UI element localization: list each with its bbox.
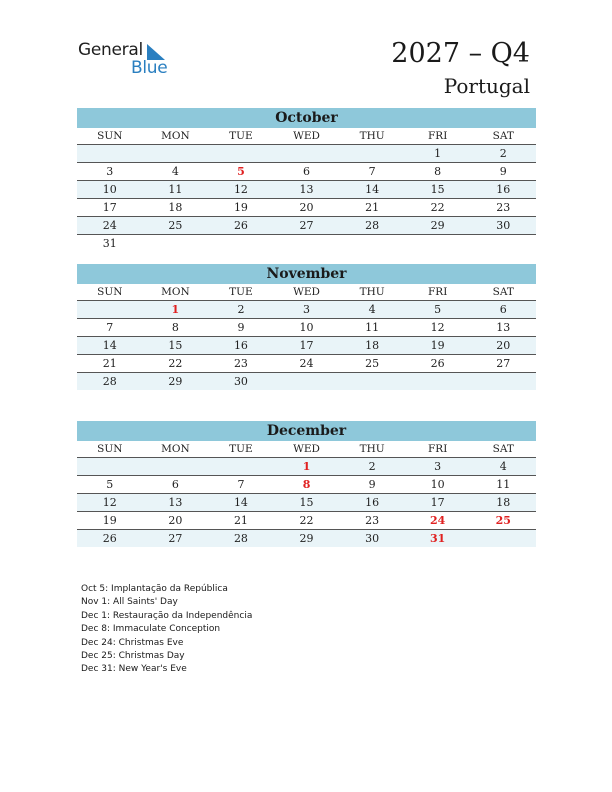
- day-cell: 11: [365, 321, 380, 334]
- week-row: [77, 494, 536, 512]
- weekday-label: TUE: [229, 130, 253, 142]
- day-cell: 12: [430, 321, 445, 334]
- day-cell: 13: [168, 496, 183, 509]
- weekday-label: FRI: [428, 443, 448, 455]
- day-cell: 6: [171, 478, 179, 491]
- weekday-label: FRI: [428, 130, 448, 142]
- weekday-header-row: [77, 128, 536, 145]
- day-cell: 30: [365, 532, 380, 545]
- holiday-note: Dec 25: Christmas Day: [81, 650, 185, 661]
- day-cell: [77, 145, 143, 162]
- day-cell: [143, 235, 209, 252]
- week-row: [77, 458, 536, 476]
- day-cell: 22: [168, 357, 183, 370]
- month-header: October: [77, 108, 536, 128]
- day-cell: 13: [299, 183, 314, 196]
- holiday-day-cell: 1: [171, 303, 180, 316]
- holiday-note: Oct 5: Implantação da República: [81, 584, 228, 594]
- weekday-label: MON: [161, 286, 190, 298]
- day-cell: [208, 145, 274, 162]
- day-cell: 1: [434, 147, 442, 160]
- day-cell: 7: [106, 321, 114, 334]
- day-cell: [274, 235, 340, 252]
- day-cell: 11: [496, 478, 511, 491]
- day-cell: 15: [430, 183, 445, 196]
- logo-text-blue: Blue: [131, 58, 168, 78]
- day-cell: 14: [365, 183, 380, 196]
- weekday-label: SUN: [97, 130, 123, 142]
- week-row: [77, 163, 536, 181]
- day-cell: 13: [496, 321, 511, 334]
- day-cell: 3: [106, 165, 114, 178]
- day-cell: 18: [365, 339, 380, 352]
- weekday-label: WED: [293, 443, 320, 455]
- day-cell: 5: [106, 478, 114, 491]
- day-cell: 24: [299, 357, 314, 370]
- day-cell: 30: [496, 219, 511, 232]
- day-cell: 10: [430, 478, 445, 491]
- day-cell: 10: [299, 321, 314, 334]
- day-cell: 21: [365, 201, 380, 214]
- day-cell: 3: [434, 460, 442, 473]
- weekday-label: THU: [359, 443, 385, 455]
- day-cell: 2: [368, 460, 376, 473]
- day-cell: 31: [102, 237, 117, 250]
- day-cell: 20: [168, 514, 183, 527]
- day-cell: 22: [299, 514, 314, 527]
- day-cell: 8: [434, 165, 442, 178]
- day-cell: 2: [499, 147, 507, 160]
- weekday-label: TUE: [229, 286, 253, 298]
- day-cell: 20: [299, 201, 314, 214]
- day-cell: 17: [102, 201, 117, 214]
- day-cell: 14: [233, 496, 248, 509]
- day-cell: 6: [499, 303, 507, 316]
- logo-text-general: General: [78, 40, 143, 60]
- day-cell: 29: [168, 375, 183, 388]
- month-calendar-december: [77, 421, 536, 547]
- day-cell: [339, 235, 405, 252]
- country-title: Portugal: [443, 74, 530, 98]
- day-cell: 25: [168, 219, 183, 232]
- day-cell: 19: [430, 339, 445, 352]
- day-cell: 16: [233, 339, 248, 352]
- day-cell: [208, 235, 274, 252]
- holiday-day-cell: 1: [302, 460, 311, 473]
- day-cell: 19: [102, 514, 117, 527]
- week-row: [77, 217, 536, 235]
- day-cell: 28: [365, 219, 380, 232]
- day-cell: [77, 458, 143, 475]
- week-row: [77, 530, 536, 547]
- month-calendar-november: [77, 264, 536, 390]
- day-cell: 10: [102, 183, 117, 196]
- day-cell: [405, 235, 471, 252]
- weekday-label: SUN: [97, 286, 123, 298]
- day-cell: 4: [368, 303, 376, 316]
- week-row: [77, 145, 536, 163]
- day-cell: 3: [303, 303, 311, 316]
- week-row: [77, 199, 536, 217]
- day-cell: 27: [168, 532, 183, 545]
- day-cell: 21: [233, 514, 248, 527]
- day-cell: 19: [233, 201, 248, 214]
- day-cell: 28: [233, 532, 248, 545]
- holiday-note: Nov 1: All Saints' Day: [81, 597, 178, 608]
- day-cell: [470, 373, 536, 390]
- day-cell: 18: [168, 201, 183, 214]
- day-cell: [339, 373, 405, 390]
- holiday-note: Dec 24: Christmas Eve: [81, 637, 184, 648]
- day-cell: 27: [496, 357, 511, 370]
- generalblue-logo: [78, 40, 178, 80]
- day-cell: 26: [233, 219, 248, 232]
- day-cell: 6: [303, 165, 311, 178]
- holiday-note: Dec 1: Restauração da Independência: [81, 610, 253, 621]
- day-cell: 29: [299, 532, 314, 545]
- weekday-label: THU: [359, 130, 385, 142]
- holiday-day-cell: 31: [430, 532, 446, 545]
- day-cell: 5: [434, 303, 442, 316]
- day-cell: [339, 145, 405, 162]
- weekday-label: MON: [161, 130, 190, 142]
- day-cell: [143, 458, 209, 475]
- weekday-label: TUE: [229, 443, 253, 455]
- weekday-label: MON: [161, 443, 190, 455]
- holiday-note: Dec 8: Immaculate Conception: [81, 624, 221, 635]
- holiday-note: Dec 31: New Year's Eve: [81, 664, 187, 675]
- day-cell: [77, 301, 143, 318]
- day-cell: [143, 145, 209, 162]
- day-cell: 26: [430, 357, 445, 370]
- day-cell: 17: [430, 496, 445, 509]
- day-cell: 9: [237, 321, 245, 334]
- day-cell: [274, 373, 340, 390]
- holiday-day-cell: 8: [302, 478, 311, 491]
- day-cell: 25: [365, 357, 380, 370]
- day-cell: 16: [496, 183, 511, 196]
- quarter-title: 2027 – Q4: [391, 38, 530, 69]
- day-cell: 16: [365, 496, 380, 509]
- day-cell: 22: [430, 201, 445, 214]
- day-cell: 23: [496, 201, 511, 214]
- weekday-label: WED: [293, 130, 320, 142]
- day-cell: [470, 235, 536, 252]
- day-cell: 12: [102, 496, 117, 509]
- day-cell: 17: [299, 339, 314, 352]
- weekday-label: SUN: [97, 443, 123, 455]
- day-cell: 23: [365, 514, 380, 527]
- holiday-notes: [81, 583, 252, 677]
- week-row: [77, 337, 536, 355]
- day-cell: [405, 373, 471, 390]
- weekday-label: SAT: [492, 443, 514, 455]
- weekday-label: THU: [359, 286, 385, 298]
- week-row: [77, 373, 536, 390]
- day-cell: 26: [102, 532, 117, 545]
- day-cell: 12: [233, 183, 248, 196]
- day-cell: 2: [237, 303, 245, 316]
- day-cell: 7: [237, 478, 245, 491]
- day-cell: 9: [499, 165, 507, 178]
- week-row: [77, 181, 536, 199]
- day-cell: 24: [102, 219, 117, 232]
- day-cell: 4: [171, 165, 179, 178]
- holiday-day-cell: 24: [430, 514, 446, 527]
- day-cell: 27: [299, 219, 314, 232]
- holiday-day-cell: 25: [495, 514, 511, 527]
- day-cell: 28: [102, 375, 117, 388]
- month-calendar-october: [77, 108, 536, 252]
- weekday-label: SAT: [492, 286, 514, 298]
- day-cell: [208, 458, 274, 475]
- week-row: [77, 301, 536, 319]
- day-cell: 18: [496, 496, 511, 509]
- day-cell: 20: [496, 339, 511, 352]
- day-cell: 9: [368, 478, 376, 491]
- day-cell: [470, 530, 536, 547]
- weekday-label: SAT: [492, 130, 514, 142]
- month-header: December: [77, 421, 536, 441]
- day-cell: 23: [233, 357, 248, 370]
- day-cell: 7: [368, 165, 376, 178]
- week-row: [77, 512, 536, 530]
- week-row: [77, 235, 536, 252]
- day-cell: 15: [168, 339, 183, 352]
- week-row: [77, 355, 536, 373]
- day-cell: 14: [102, 339, 117, 352]
- holiday-day-cell: 5: [237, 165, 245, 178]
- weekday-header-row: [77, 441, 536, 458]
- day-cell: 8: [171, 321, 179, 334]
- day-cell: 30: [233, 375, 248, 388]
- day-cell: 21: [102, 357, 117, 370]
- day-cell: 11: [168, 183, 183, 196]
- week-row: [77, 476, 536, 494]
- weekday-label: FRI: [428, 286, 448, 298]
- month-header: November: [77, 264, 536, 284]
- day-cell: 4: [499, 460, 507, 473]
- weekday-label: WED: [293, 286, 320, 298]
- day-cell: 29: [430, 219, 445, 232]
- weekday-header-row: [77, 284, 536, 301]
- week-row: [77, 319, 536, 337]
- day-cell: [274, 145, 340, 162]
- day-cell: 15: [299, 496, 314, 509]
